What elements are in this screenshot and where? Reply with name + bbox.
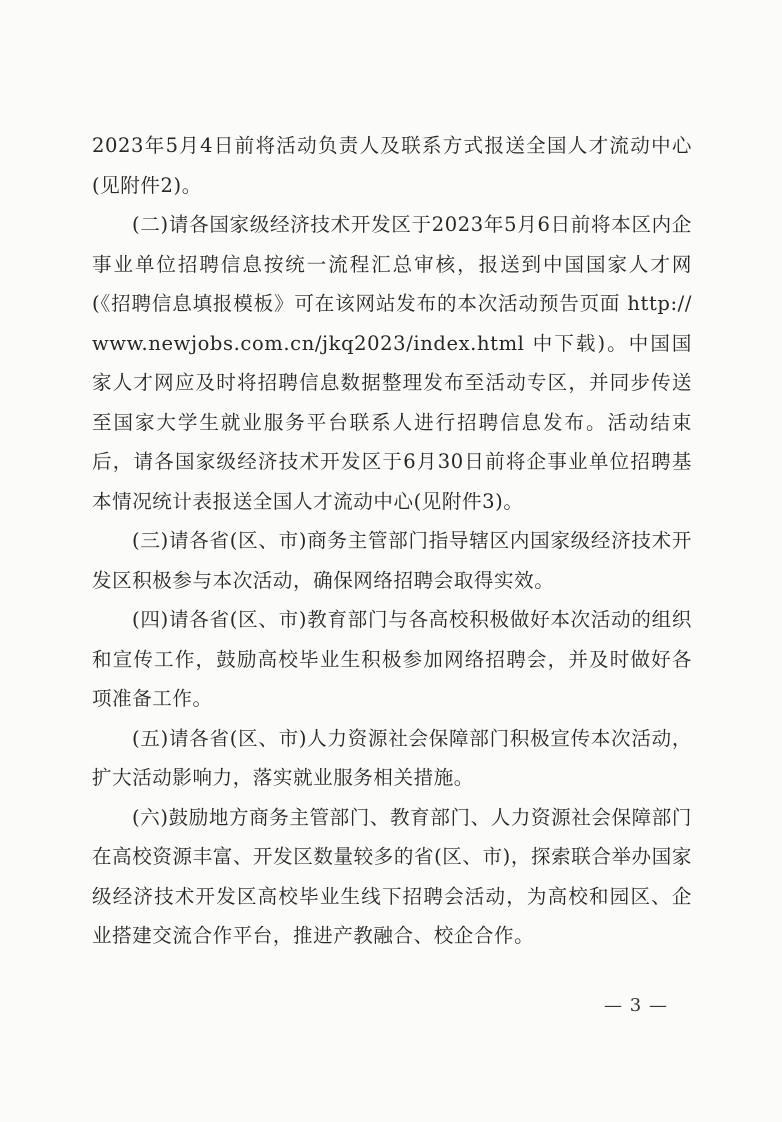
paragraph-item-2: (二)请各国家级经济技术开发区于2023年5月6日前将本区内企事业单位招聘信息按统一流程汇总审核，报送到中国国家人才网(《招聘信息填报模板》可在该网站发布的本次活动预告页面 http://www.newjobs.com.cn/jkq2023/index.html 中下载)。中国国家人才网应及时将招聘信息数据整理发布至活动专区，并同步传送至国家大学生就业服务平台联系人进行招聘信息发布。活动结束后，请各国家级经济技术开发区于6月30日前将企事业单位招聘基本情况统计表报送全国人才流动中心(见附件3)。 <box>92 213 692 513</box>
paragraph-item-4: (四)请各省(区、市)教育部门与各高校积极做好本次活动的组织和宣传工作，鼓励高校毕业生积极参加网络招聘会，并及时做好各项准备工作。 <box>92 608 692 710</box>
paragraph-continuation: 2023年5月4日前将活动负责人及联系方式报送全国人才流动中心(见附件2)。 <box>92 134 692 197</box>
paragraph-item-5: (五)请各省(区、市)人力资源社会保障部门积极宣传本次活动，扩大活动影响力，落实就业服务相关措施。 <box>92 726 692 789</box>
paragraph-item-6: (六)鼓励地方商务主管部门、教育部门、人力资源社会保障部门在高校资源丰富、开发区数量较多的省(区、市)，探索联合举办国家级经济技术开发区高校毕业生线下招聘会活动，为高校和园区、企业搭建交流合作平台，推进产教融合、校企合作。 <box>92 805 692 947</box>
paragraph-item-3: (三)请各省(区、市)商务主管部门指导辖区内国家级经济技术开发区积极参与本次活动，确保网络招聘会取得实效。 <box>92 529 692 592</box>
page-number: — 3 — <box>604 995 668 1016</box>
document-body <box>92 126 692 956</box>
